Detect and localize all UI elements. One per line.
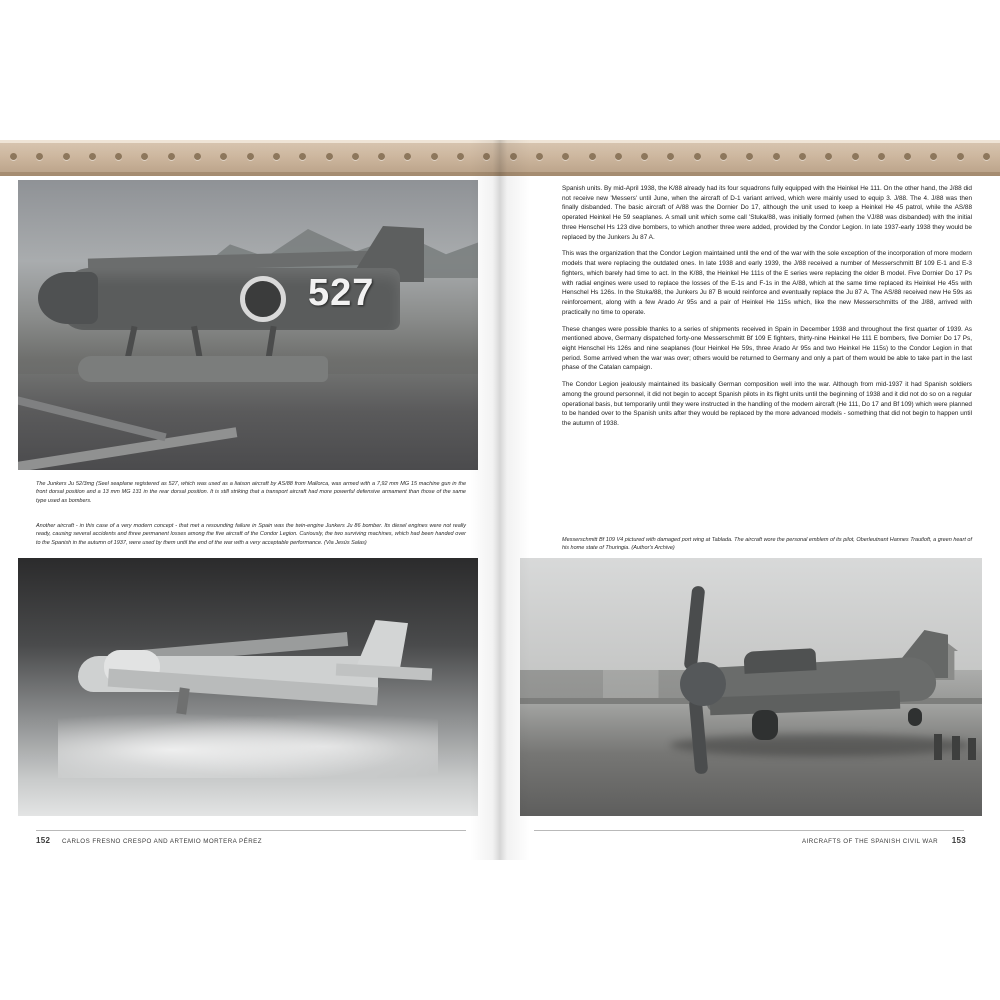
binding-hole: [141, 153, 148, 160]
binding-hole: [667, 153, 674, 160]
binding-hole: [799, 153, 806, 160]
binding-hole: [562, 153, 569, 160]
binding-hole: [615, 153, 622, 160]
tail-wheel: [908, 708, 922, 726]
binding-hole: [247, 153, 254, 160]
body-paragraph-2: This was the organization that the Condor Legion maintained until the end of the war with the sole exception of the incorporation of more modern models that were replacing the outdated ones. In late 1938 and early 1939, the J/88 received a number of Messerschmitt Bf 109 E-1 and E-3 fighters, which barely had time to act. In the K/88, the Heinkel He 111s of the E series were replacing the older B model. Five Dornier Do 17 Ps with radial engines were used to replace the losses of the E-1s and F-1s in the A/88, which at the same time replaced its Heinkel He 45s with Henschel Hs 126s. In the Stuka/88, the Junkers Ju 87 B would reinforce and eventually replace the Ju 87 A. The AS/88 received new He 59s as reinforcement, along with a few Arado Ar 95s and a pair of Heinkel He 115s which, like the new Messerschmitts of the J/88, arrived with practically no time to operate.: [562, 250, 972, 316]
binding-hole: [510, 153, 517, 160]
aircraft-float: [78, 356, 328, 382]
binding-hole: [431, 153, 438, 160]
binding-holes: [10, 153, 990, 165]
binding-hole: [483, 153, 490, 160]
cloud-layer: [58, 708, 438, 778]
binding-hole: [536, 153, 543, 160]
ju86-photo: [18, 558, 478, 816]
page-number-right: 153: [951, 836, 966, 845]
footer-divider: [534, 830, 964, 831]
binding-hole: [299, 153, 306, 160]
binding-hole: [194, 153, 201, 160]
binding-hole: [36, 153, 43, 160]
binding-hole: [983, 153, 990, 160]
ground-crew-figure: [968, 738, 976, 760]
binding-highlight: [0, 140, 1000, 143]
binding-hole: [589, 153, 596, 160]
spiral-binding: [0, 140, 1000, 176]
binding-hole: [694, 153, 701, 160]
binding-hole: [89, 153, 96, 160]
binding-hole: [746, 153, 753, 160]
running-head-right: AIRCRAFTS OF THE SPANISH CIVIL WAR: [802, 838, 938, 845]
aircraft-shadow: [670, 734, 970, 756]
caption-seaplane-text: The Junkers Ju 52/3mg (Seel seaplane registered as 527, which was used as a liaison aircraft by AS/88 from Mallorca, was armed with a 7,92 mm MG 15 machine gun in the front dorsal position and a 13 mm MG 131 in the rear dorsal position. It is still striking that a transport aircraft had more powerful defensive armament than those of the same type used as bombers.: [36, 481, 466, 504]
main-landing-wheel: [752, 710, 778, 740]
ground-crew-figure: [934, 734, 942, 760]
bf109-photo: [520, 558, 982, 816]
left-page: [0, 140, 500, 860]
binding-hole: [457, 153, 464, 160]
page-number-left: 152: [36, 836, 51, 845]
binding-hole: [641, 153, 648, 160]
propeller-spinner: [680, 662, 726, 706]
caption-ju86: [36, 522, 466, 553]
binding-hole: [773, 153, 780, 160]
binding-hole: [115, 153, 122, 160]
binding-hole: [352, 153, 359, 160]
binding-hole: [930, 153, 937, 160]
aircraft-canopy: [743, 648, 816, 674]
footer-divider: [36, 830, 466, 831]
seaplane-photo: [18, 180, 478, 470]
binding-hole: [404, 153, 411, 160]
body-paragraph-1: Spanish units. By mid-April 1938, the K/88 already had its four squadrons fully equipped with the Heinkel He 111. On the other hand, the J/88 did not receive new 'Messers' until June, when the aircraft of D-1 variant arrived, which were mainly used to equip 3. J/88. The 4. J/88 was then finally disbanded. The basic aircraft of A/88 was the Dornier Do 17, although the unit used to keep a Heinkel He 45 patrol, while the AS/88 operated Heinkel He 59 seaplanes. A small unit which some call 'Stuka/88, was initially formed (when the VJ/88 was disbanded) with the initial three Henschel Hs 123 dive bombers, to which another three were added, provided by the Condor Legion. In late 1937-early 1938 they would be replaced by the Junkers Ju 87 A.: [562, 185, 972, 241]
binding-hole: [168, 153, 175, 160]
caption-bf109-text: Messerschmitt Bf 109 V4 pictured with damaged port wing at Tablada. The aircraft wore the personal emblem of its pilot, Oberleutnant Hannes Trautloft, a green heart of his home state of Thuringia. (Author's Archive): [562, 537, 972, 552]
ground-crew-figure: [952, 736, 960, 760]
caption-seaplane: [36, 480, 466, 511]
binding-hole: [220, 153, 227, 160]
body-column: [562, 184, 972, 436]
binding-hole: [957, 153, 964, 160]
body-paragraph-4: The Condor Legion jealously maintained its basically German composition well into the war. Although from mid-1937 it had Spanish soldiers among the ground personnel, it did not begin to accept Spanish pilots in its flight units until the beginning of 1938 and it did not do so on a regular operational basis, but temporarily until they were instructed in the handling of the modern aircraft (He 111, Do 17 and Bf 109) which were planned to be handed over to the Spanish units after they would be replaced by the more advanced models - something that did not begin to happen until the autumn of 1938.: [562, 381, 972, 428]
binding-hole: [63, 153, 70, 160]
aircraft-code-marking: 527: [308, 272, 375, 314]
binding-hole: [878, 153, 885, 160]
binding-hole: [10, 153, 17, 160]
propeller-blade-upper: [684, 586, 706, 671]
binding-hole: [825, 153, 832, 160]
binding-shadow: [0, 172, 1000, 176]
binding-hole: [326, 153, 333, 160]
binding-hole: [378, 153, 385, 160]
book-spread: [0, 140, 1000, 860]
binding-hole: [273, 153, 280, 160]
aircraft-nose: [38, 272, 98, 324]
binding-hole: [904, 153, 911, 160]
roundel-marking: [240, 276, 286, 322]
binding-hole: [720, 153, 727, 160]
body-paragraph-3: These changes were possible thanks to a series of shipments received in Spain in December 1938 and throughout the first quarter of 1939. As mentioned above, Germany dispatched forty-one Messerschmitt Bf 109 E fighters, thirty-nine Heinkel He 111 E bombers, five Dornier Do 17 Ps, eight Henschel Hs 126s and nine seaplanes (four Heinkel He 59s, three Arado Ar 95s and two Heinkel He 115s) to the Condor Legion in that period. Some arrived when the war was over; others would be returned to Germany and only a part of them would be able to take part in the last phase of the Catalan campaign.: [562, 325, 972, 372]
caption-bf109: [562, 536, 972, 559]
running-head-left: CARLOS FRESNO CRESPO AND ARTEMIO MORTERA PÉREZ: [62, 838, 262, 845]
propeller-blade-lower: [689, 698, 709, 775]
right-page: [500, 140, 1000, 860]
binding-hole: [852, 153, 859, 160]
caption-ju86-text: Another aircraft - in this case of a very modern concept - that met a resounding failure in Spain was the twin-engine Junkers Ju 86 bomber. Its diesel engines were not really ready, causing several accidents and three permanent losses among the five aircraft of the Condor Legion. Curiously, the two surviving machines, which had been handed over to the Spanish in the autumn of 1937, were used by them until the end of the war with a very acceptable performance. (Via Jesús Salas): [36, 523, 466, 546]
